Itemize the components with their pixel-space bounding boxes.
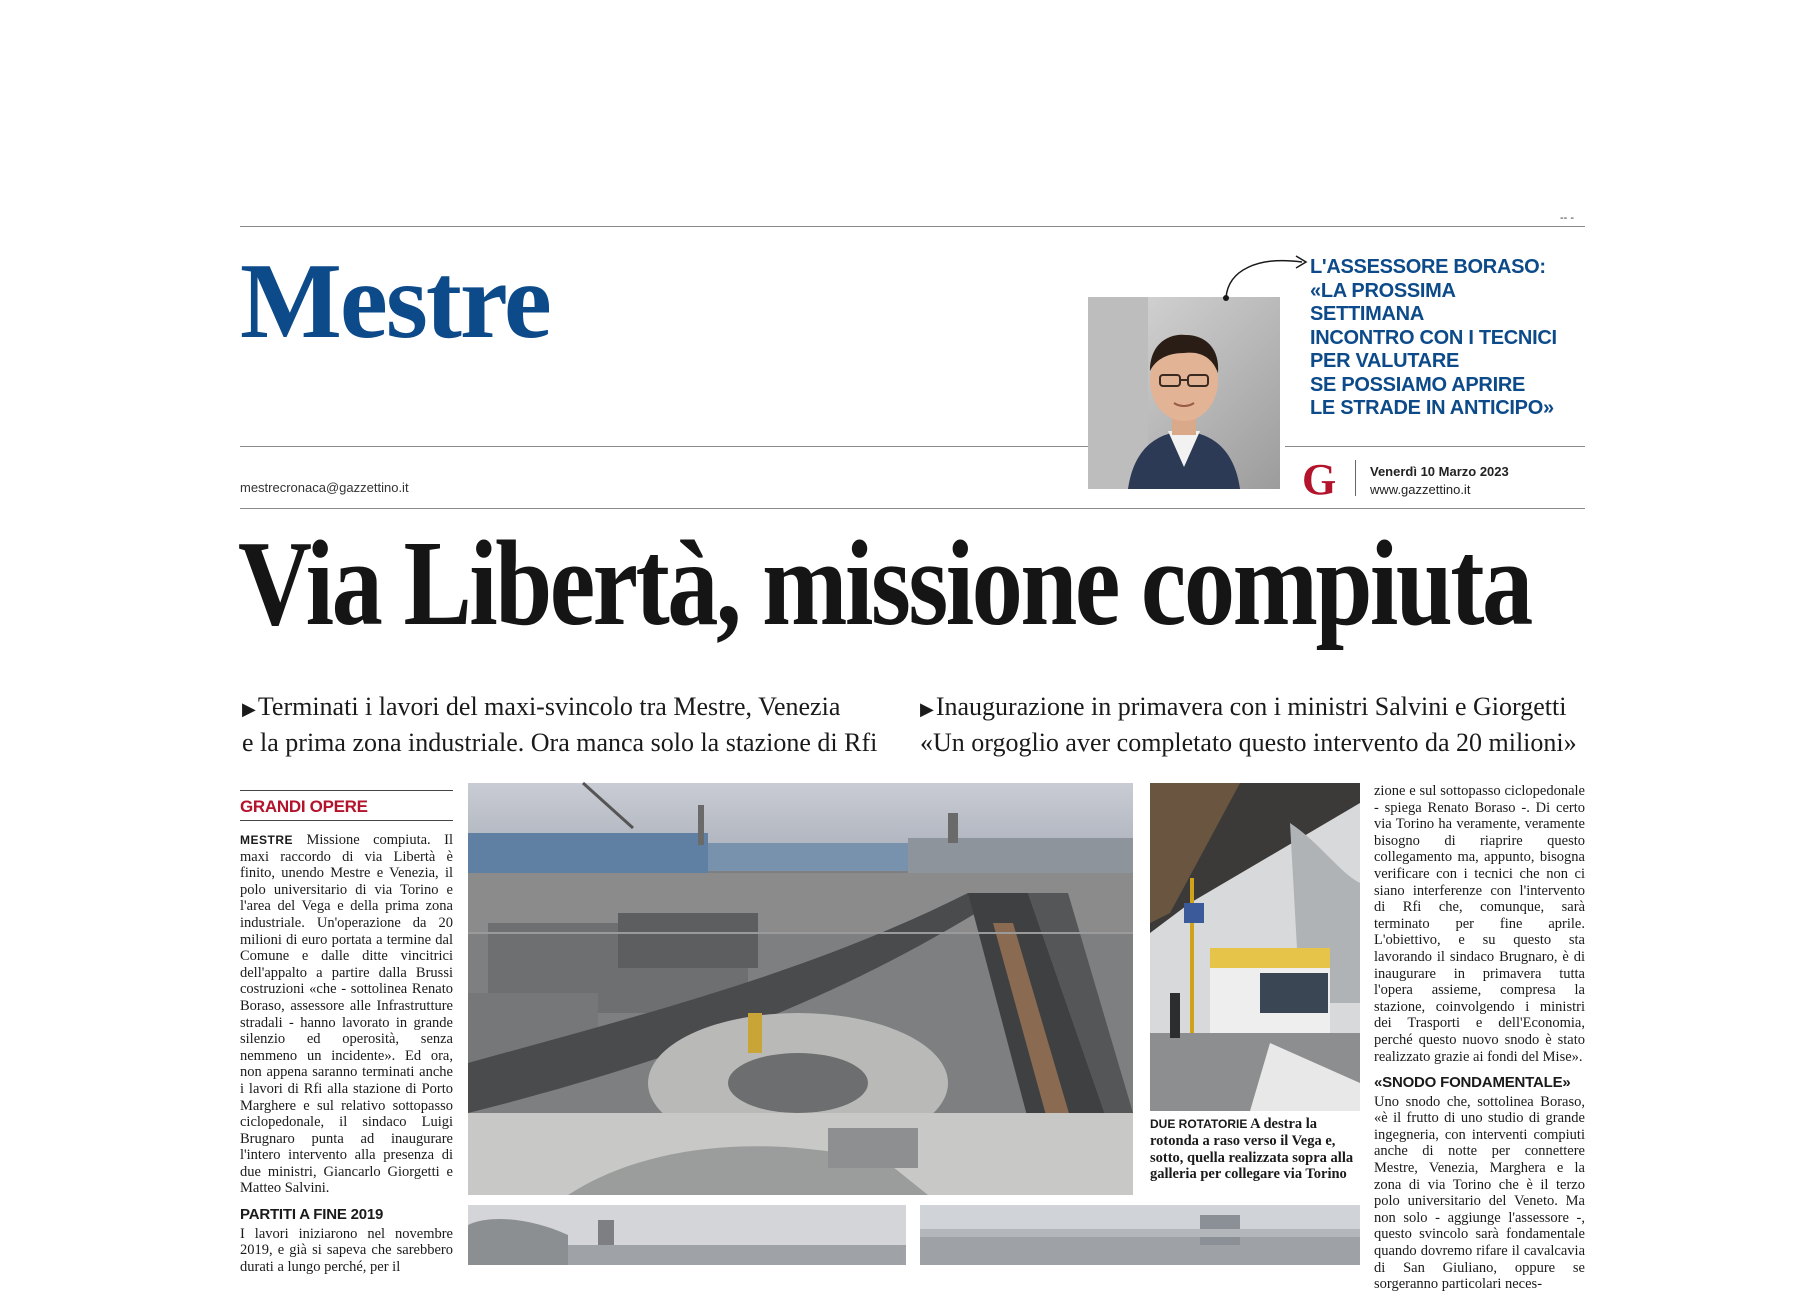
bus-stop-photo: [1150, 783, 1360, 1111]
pull-quote-line: PER VALUTARE: [1310, 350, 1459, 372]
subhead-line: e la prima zona industriale. Ora manca solo la stazione di Rfi: [242, 728, 878, 757]
site-url: www.gazzettino.it: [1370, 482, 1471, 497]
kicker-top-rule: [240, 790, 453, 791]
kicker-bottom-rule: [240, 820, 453, 821]
photo-caption: [1150, 1116, 1360, 1183]
issue-date: Venerdì 10 Marzo 2023: [1370, 464, 1509, 479]
section-title: Mestre: [240, 242, 550, 361]
gazzettino-logo: G: [1302, 455, 1337, 504]
caption-lead: DUE ROTATORIE: [1150, 1117, 1248, 1131]
assessore-portrait: [1088, 297, 1280, 489]
pull-quote-line: SE POSSIAMO APRIRE: [1310, 373, 1526, 396]
subhead-line: Inaugurazione in primavera con i ministri Salvini e Giorgetti: [935, 692, 1567, 721]
pull-quote-line: «LA PROSSIMA SETTIMANA: [1310, 279, 1455, 325]
quote-arrow-icon: [1218, 250, 1318, 302]
subhead-right: [920, 690, 1577, 760]
pull-quote-line: INCONTRO CON I TECNICI: [1310, 326, 1557, 349]
article-body: Missione compiuta. Il maxi raccordo di via Libertà è finito, unendo Mestre e Venezia, il polo universitario di via Torino e l'area del Vega e della prima zona industriale. Un'operazione da 20 milioni di euro portata a termine dal Comune e dalle ditte vincitrici dell'appalto a partire dalla Brussi costruzioni «che - sottolinea Renato Boraso, assessore alle Infrastrutture stradali - hanno lavorato in grande silenzio ed operosità, senza nemmeno un incidente». Ed ora, non appena saranno terminati anche i lavori di Rfi alla stazione di Porto Marghere e sul relativo sottopasso ciclopedonale, il sindaco Luigi Brugnaro punta ad inaugurare l'intero intervento alla presenza di due ministri, Giancarlo Giorgetti e Matteo Salvini.: [240, 832, 453, 1197]
pull-quote-line: LE STRADE IN ANTICIPO»: [1310, 397, 1554, 419]
pull-quote: [1310, 256, 1570, 421]
article-column-1: [240, 832, 453, 1275]
article-subtitle: PARTITI A FINE 2019: [240, 1206, 384, 1224]
header-rule-left: [240, 446, 1095, 447]
subhead-line: «Un orgoglio aver completato questo intervento da 20 milioni»: [920, 728, 1577, 757]
triangle-bullet-icon: ▶: [242, 699, 256, 719]
page-marker: -- -: [1560, 212, 1575, 224]
article-subtitle: «SNODO FONDAMENTALE»: [1374, 1074, 1571, 1092]
bus-stop-illustration: [1150, 783, 1360, 1111]
bottom-left-photo: [468, 1205, 906, 1265]
masthead-divider: [1355, 460, 1356, 496]
bottom-right-photo: [920, 1205, 1360, 1265]
triangle-bullet-icon: ▶: [920, 699, 934, 719]
subhead-left: [242, 690, 877, 760]
pull-quote-line: L'ASSESSORE BORASO:: [1310, 256, 1546, 278]
bottom-left-illustration: [468, 1205, 906, 1265]
top-rule: [240, 226, 1585, 227]
article-column-3: [1374, 783, 1585, 1293]
aerial-interchange-illustration: [468, 783, 1133, 1195]
main-headline: Via Libertà, missione compiuta: [238, 516, 1531, 651]
subhead-line: Terminati i lavori del maxi-svincolo tra Mestre, Venezia: [257, 692, 841, 721]
portrait-illustration: [1088, 297, 1280, 489]
kicker: GRANDI OPERE: [240, 797, 368, 816]
article-body-continued: Uno snodo che, sottolinea Boraso, «è il frutto di uno studio di grande ingegneria, con interventi compiuti anche di notte per connettere Mestre, Venezia, Marghera e la zona di via Torino che è il terzo polo universitario del Veneto. Ma non solo - aggiunge l'assessore -, questo svincolo sarà fondamentale quando dovremo rifare il cavalcavia di San Giuliano, oppure se sorgeranno particolari neces-: [1374, 1093, 1585, 1293]
section-email: mestrecronaca@gazzettino.it: [240, 480, 409, 495]
article-body-continued: I lavori iniziarono nel novembre 2019, e già si sapeva che sarebbero durati a lungo perché, per il: [240, 1225, 453, 1275]
aerial-interchange-photo: [468, 783, 1133, 1195]
caption-text: A destra la rotonda a raso verso il Vega e, sotto, quella realizzata sopra alla galleria per collegare via Torino: [1150, 1116, 1354, 1183]
article-body: zione e sul sottopasso ciclopedonale - spiega Renato Boraso -. Di certo via Torino ha veramente, veramente bisogno di riaprire questo collegamento ma, appunto, bisogna verificare con i tecnici che non ci siano interferenze con l'intervento di Rfi che, comunque, sarà terminato per fine aprile. L'obiettivo, e su questo sta lavorando il sindaco Brugnaro, è di inaugurare in primavera tutta l'opera assieme, compresa la stazione, coinvolgendo i ministri dei Trasporti e dell'Economia, perché questo nuovo snodo è stato realizzato grazie ai fondi del Mise».: [1374, 783, 1585, 1065]
header-rule-right: [1285, 446, 1585, 447]
article-dateline: MESTRE: [240, 833, 294, 847]
masthead-bottom-rule: [240, 508, 1585, 509]
bottom-right-illustration: [920, 1205, 1360, 1265]
